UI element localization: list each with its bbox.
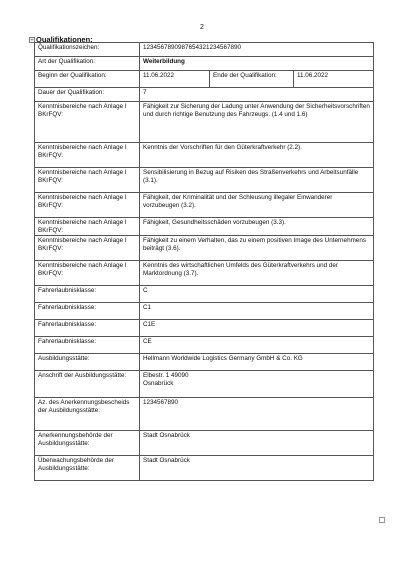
row-label: Fahrerlaubnisklasse: [35,337,140,354]
row-label: Art der Qualifikation: [35,57,140,71]
table-row [35,43,374,57]
table-row [35,431,374,456]
row-value: 1234567890 [140,398,374,431]
row-label: Az. des Anerkennungsbescheids der Ausbildungsstätte: [35,398,140,431]
row-value: 1234567890987654321234567890 [140,43,374,57]
row-value: Hellmann Worldwide Logistics Germany GmbH & Co. KG [140,354,374,371]
row-label: Kenntnisbereiche nach Anlage I BKrFQV: [35,143,140,168]
table-row [35,168,374,193]
row-label: Fahrerlaubnisklasse: [35,286,140,303]
row-value: C1 [140,303,374,320]
row-label: Kenntnisbereiche nach Anlage I BKrFQV: [35,218,140,236]
table-row [35,354,374,371]
page-number: 2 [200,24,204,31]
row-label: Kenntnisbereiche nach Anlage I BKrFQV: [35,193,140,218]
row-label: Fahrerlaubnisklasse: [35,320,140,337]
row-value: Fähigkeit, Gesundheitsschäden vorzubeugen (3.3). [140,218,374,236]
row-value: CE [140,337,374,354]
table-row [35,236,374,261]
row-label: Überwachungsbehörde der Ausbildungsstätte: [35,456,140,481]
row-value: 7 [140,88,374,102]
table-row [35,303,374,320]
row-label: Ende der Qualifikation: [210,71,294,88]
row-label: Beginn der Qualifikation: [35,71,140,88]
table-row [35,456,374,481]
row-label: Kenntnisbereiche nach Anlage I BKrFQV: [35,261,140,286]
table-row [35,57,374,71]
row-label: Kenntnisbereiche nach Anlage I BKrFQV: [35,168,140,193]
row-value: Stadt Osnabrück [140,456,374,481]
table-row [35,143,374,168]
row-value: Stadt Osnabrück [140,431,374,456]
qualifications-table [34,42,374,481]
row-value: Fähigkeit, der Kriminalität und der Schleusung illegaler Einwanderer vorzubeugen (3.2). [140,193,374,218]
row-label: Qualifikationszeichen: [35,43,140,57]
row-label: Kenntnisbereiche nach Anlage I BKrFQV: [35,102,140,143]
table-row [35,337,374,354]
table-row [35,286,374,303]
table-row [35,88,374,102]
row-value: Kenntnis des wirtschaftlichen Umfelds des Güterkraftverkehrs und der Marktordnung (3.7). [140,261,374,286]
row-value: Elbestr. 1 49090 Osnabrück [140,371,374,398]
row-value: Kenntnis der Vorschriften für den Güterkraftverkehr (2.2). [140,143,374,168]
table-row [35,102,374,143]
row-value: Fähigkeit zur Sicherung der Ladung unter Anwendung der Sicherheitsvorschriften und durch richtige Benutzung des Fahrzeugs. (1.4 und 1.6) [140,102,374,143]
row-value: 11.06.2022 [140,71,210,88]
table-row [35,320,374,337]
table-row [35,371,374,398]
row-label: Ausbildungsstätte: [35,354,140,371]
row-value: C [140,286,374,303]
row-label: Anschrift der Ausbildungsstätte: [35,371,140,398]
row-label: Fahrerlaubnisklasse: [35,303,140,320]
row-value: Weiterbildung [140,57,374,71]
row-label: Anerkennungsbehörde der Ausbildungsstätte: [35,431,140,456]
row-value: Sensibilisierung in Bezug auf Risiken des Straßenverkehrs und Arbeitsunfälle (3.1). [140,168,374,193]
table-row [35,261,374,286]
row-value: 11.06.2022 [294,71,374,88]
section-title: Qualifikationen: [36,35,93,44]
table-row [35,71,374,88]
table-row [35,218,374,236]
row-label: Kenntnisbereiche nach Anlage I BKrFQV: [35,236,140,261]
table-move-icon[interactable]: + [30,38,34,44]
table-row [35,193,374,218]
row-value: Fähigkeit zu einem Verhalten, das zu einem positiven Image des Unternehmens beiträgt (3.6). [140,236,374,261]
table-resize-handle[interactable] [379,517,385,523]
table-row [35,398,374,431]
row-label: Dauer der Qualifikation: [35,88,140,102]
row-value: C1E [140,320,374,337]
